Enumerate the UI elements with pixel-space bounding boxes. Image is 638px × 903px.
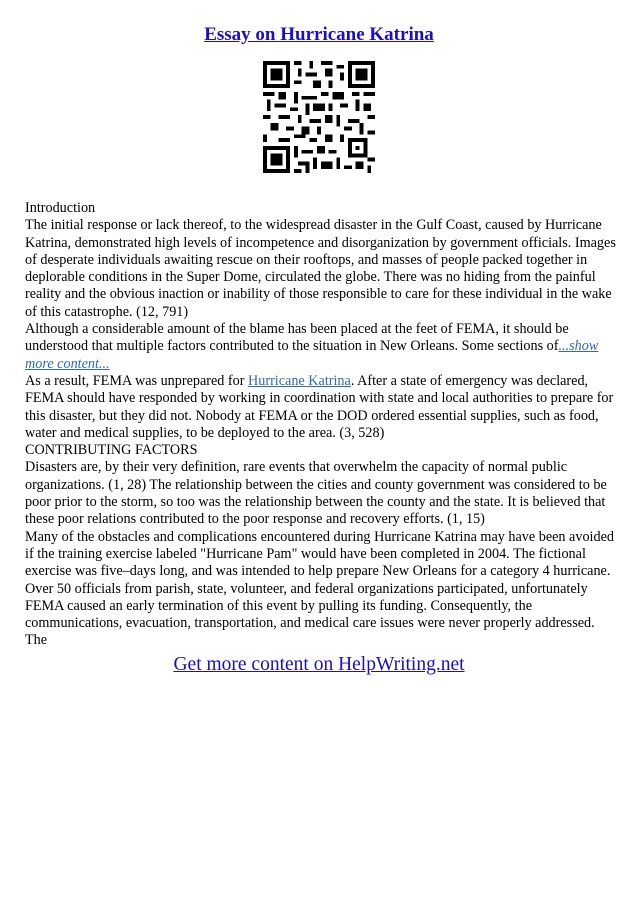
paragraph-2-text: Although a considerable amount of the blame has been placed at the feet of FEMA, it should be understood that multiple factors contributed to the situation in New Orleans. Some sections of <box>25 321 569 355</box>
show-more-link[interactable]: ...show more content... <box>25 338 599 372</box>
intro-heading: Introduction <box>25 200 96 216</box>
paragraph-1: The initial response or lack thereof, to the widespread disaster in the Gulf Coast, caused by Hurricane Katrina, demonstrated high levels of incompetence and disorganization by government officials. Images of desperate individuals awaiting rescue on their rooftops, and masses of people packed together in deplorable conditions in the Super Dome, circulated the globe. There was no hiding from the painful reality and the obvious inaction or inability of those responsible to care for these individual in the wake of this catastrophe. (12, 791) <box>25 217 616 320</box>
get-more-content-link[interactable]: Get more content on HelpWriting.net <box>173 654 465 675</box>
paragraph-3 <box>25 373 617 442</box>
paragraph-5: Many of the obstacles and complications encountered during Hurricane Katrina may have been avoided if the training exercise labeled "Hurricane Pam" would have been completed in 2004. The fictional exercise was five–days long, and was intended to help prepare New Orleans for a category 4 hurricane. Over 50 officials from parish, state, volunteer, and federal organizations participated, unfortunately FEMA caused an early termination of this event by pulling its funding. Consequently, the communications, evacuation, transportation, and medical care issues were never properly addressed. The <box>25 528 614 649</box>
paragraph-4: Disasters are, by their very definition, rare events that overwhelm the capacity of normal public organizations. (1, 28) The relationship between the cities and county government was considered to be poor prior to the storm, so too was the relationship between the county and the state. It is believed that these poor relations contributed to the poor response and recovery efforts. (1, 15) <box>25 459 607 528</box>
document-title-link[interactable]: Essay on Hurricane Katrina <box>204 24 434 45</box>
paragraph-2 <box>25 321 617 373</box>
section-heading: CONTRIBUTING FACTORS <box>25 442 198 459</box>
qr-code-icon <box>263 61 375 173</box>
paragraph-3-after: . After a state of emergency was declared, FEMA should have responded by working in coordination with state and local authorities to prepare for this disaster, but they did not. Nobody at FEMA or the DOD ordered essential supplies, such as food, water and medical supplies, to be deployed to the area. (3, 528) <box>25 372 614 441</box>
hurricane-katrina-link[interactable]: Hurricane Katrina <box>248 372 351 389</box>
essay-content <box>25 200 617 650</box>
paragraph-3-before: As a result, FEMA was unprepared for <box>25 372 249 389</box>
